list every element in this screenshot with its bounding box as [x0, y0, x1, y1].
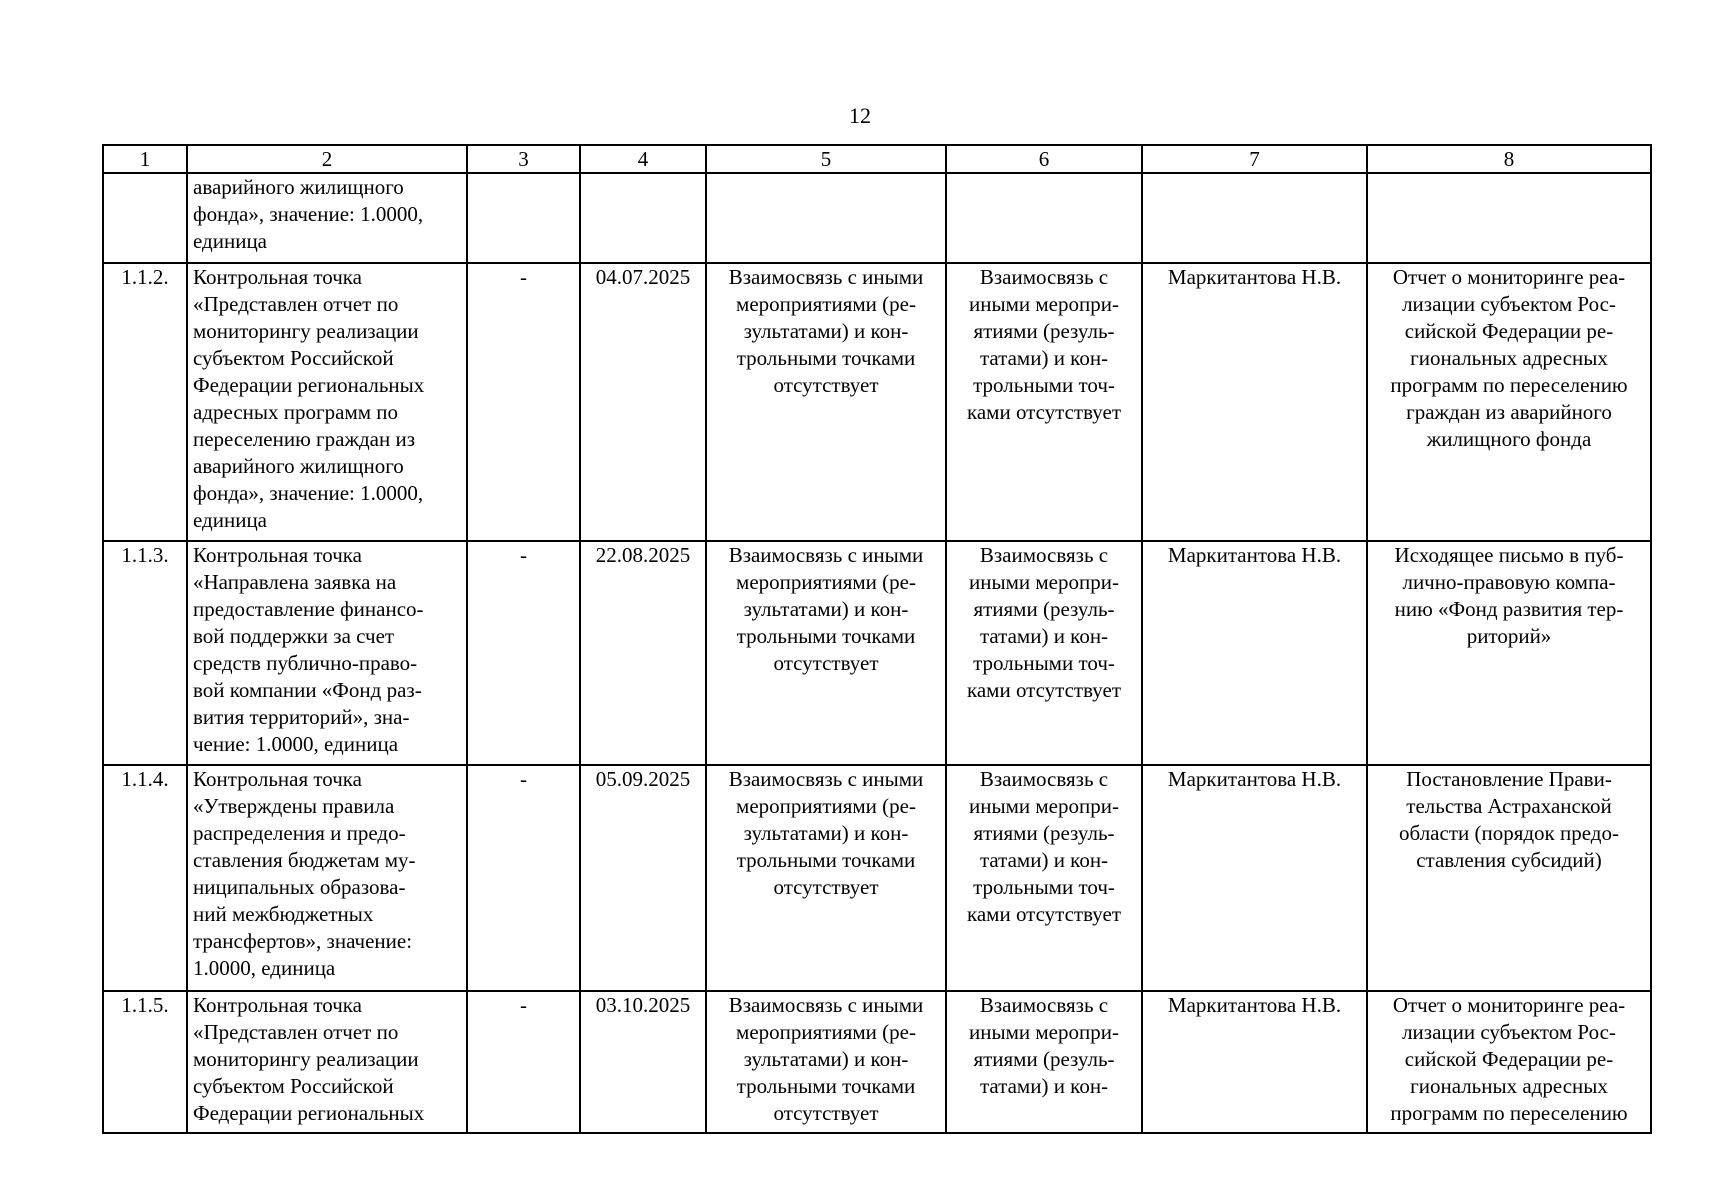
- event-name-cell: аварийного жилищного фонда», значение: 1.0000, единица: [193, 175, 424, 253]
- header-row: [103, 145, 1651, 173]
- plan-table: [102, 144, 1652, 1134]
- relation-points-cell: Взаимосвязь с иными меропри- ятиями (резуль- татами) и кон- трольными точ- ками отсутствует: [966, 265, 1122, 424]
- table-row: [103, 541, 1651, 765]
- date-cell: 22.08.2025: [580, 541, 706, 765]
- header-cell-5: 5: [706, 145, 946, 173]
- responsible-cell: Маркитантова Н.В.: [1142, 541, 1367, 765]
- row-number-cell: 1.1.3.: [103, 541, 187, 765]
- col3-cell: [467, 173, 580, 263]
- relation-events-cell: Взаимосвязь с иными мероприятиями (ре- зультатами) и кон- трольными точками отсутствует: [728, 543, 924, 675]
- header-cell-4: 4: [580, 145, 706, 173]
- relation-events-cell: Взаимосвязь с иными мероприятиями (ре- зультатами) и кон- трольными точками отсутствует: [728, 265, 924, 397]
- relation-events-cell: Взаимосвязь с иными мероприятиями (ре- зультатами) и кон- трольными точками отсутствует: [728, 993, 924, 1125]
- col3-cell: -: [467, 263, 580, 541]
- responsible-cell: [1142, 173, 1367, 263]
- table-row: [103, 765, 1651, 991]
- header-cell-8: 8: [1367, 145, 1651, 173]
- table-row: [103, 173, 1651, 263]
- header-cell-2: 2: [187, 145, 467, 173]
- date-cell: 05.09.2025: [580, 765, 706, 991]
- relation-points-cell: Взаимосвязь с иными меропри- ятиями (резуль- татами) и кон- трольными точ- ками отсутствует: [966, 543, 1122, 702]
- responsible-cell: Маркитантова Н.В.: [1142, 263, 1367, 541]
- table-row: [103, 991, 1651, 1133]
- row-number-cell: 1.1.2.: [103, 263, 187, 541]
- document-cell: Исходящее письмо в пуб- лично-правовую компа- нию «Фонд развития тер- риторий»: [1394, 543, 1624, 648]
- event-name-cell: Контрольная точка «Направлена заявка на предоставление финансо- вой поддержки за счет средств публично-право- вой компании «Фонд раз- вития территорий», зна- чение: 1.0000, единица: [193, 543, 424, 756]
- relation-points-cell: Взаимосвязь с иными меропри- ятиями (резуль- татами) и кон- трольными точ- ками отсутствует: [966, 767, 1122, 926]
- responsible-cell: Маркитантова Н.В.: [1142, 765, 1367, 991]
- relation-events-cell: Взаимосвязь с иными мероприятиями (ре- зультатами) и кон- трольными точками отсутствует: [728, 767, 924, 899]
- row-number-cell: 1.1.5.: [103, 991, 187, 1133]
- header-cell-7: 7: [1142, 145, 1367, 173]
- document-cell: Отчет о мониторинге реа- лизации субъектом Рос- сийской Федерации ре- гиональных адресных программ по переселению граждан из аварийного жилищного фонда: [1390, 265, 1628, 451]
- event-name-cell: Контрольная точка «Представлен отчет по мониторингу реализации субъектом Российской Федерации региональных: [193, 993, 425, 1125]
- header-cell-6: 6: [946, 145, 1142, 173]
- date-cell: 03.10.2025: [580, 991, 706, 1133]
- responsible-cell: Маркитантова Н.В.: [1142, 991, 1367, 1133]
- document-cell: Постановление Прави- тельства Астраханской области (порядок предо- ставления субсидий): [1399, 767, 1619, 872]
- date-cell: [580, 173, 706, 263]
- table-row: [103, 263, 1651, 541]
- relation-points-cell: Взаимосвязь с иными меропри- ятиями (резуль- татами) и кон-: [969, 993, 1119, 1098]
- col3-cell: -: [467, 991, 580, 1133]
- date-cell: 04.07.2025: [580, 263, 706, 541]
- header-cell-3: 3: [467, 145, 580, 173]
- header-cell-1: 1: [103, 145, 187, 173]
- col3-cell: -: [467, 541, 580, 765]
- document-cell: Отчет о мониторинге реа- лизации субъектом Рос- сийской Федерации ре- гиональных адресных программ по переселению: [1390, 993, 1628, 1125]
- event-name-cell: Контрольная точка «Представлен отчет по мониторингу реализации субъектом Российской Федерации региональных адресных программ по переселению граждан из аварийного жилищного фонда», значение: 1.0000, единица: [193, 265, 425, 532]
- row-number-cell: [103, 173, 187, 263]
- row-number-cell: 1.1.4.: [103, 765, 187, 991]
- page-number: 12: [849, 103, 871, 128]
- event-name-cell: Контрольная точка «Утверждены правила распределения и предо- ставления бюджетам му- ниципальных образова- ний межбюджетных трансфертов», значение: 1.0000, единица: [193, 767, 416, 980]
- col3-cell: -: [467, 765, 580, 991]
